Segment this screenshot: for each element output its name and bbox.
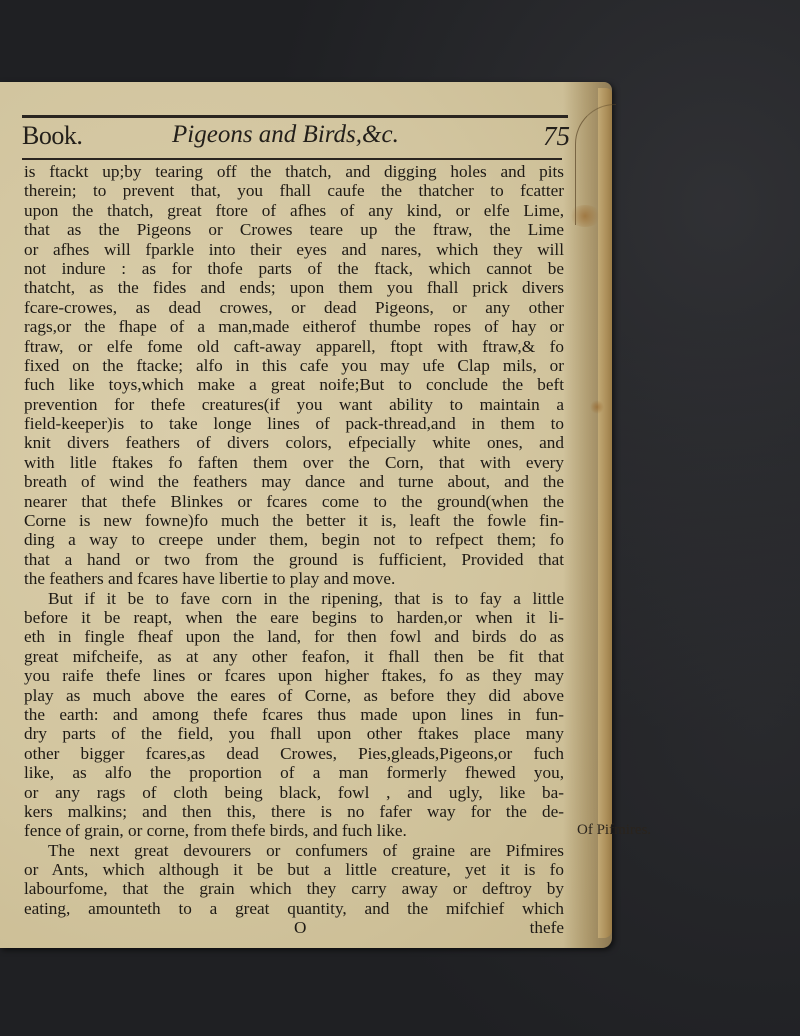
text-line: nearer that thefe Blinkes or fcares come to the ground(when the bbox=[24, 491, 564, 511]
text-line: labourfome, that the grain which they carry away or deftroy by bbox=[24, 879, 564, 899]
text-line: the feathers and fcares have libertie to play and move. bbox=[24, 569, 396, 589]
text-line: other bigger fcares,as dead Crowes, Pies,gleads,Pigeons,or fuch bbox=[24, 743, 564, 763]
text-line: thatcht, as the fides and ends; upon them you fhall prick divers bbox=[24, 278, 564, 298]
foxing-stain bbox=[568, 205, 602, 227]
signature-mark: O bbox=[294, 918, 307, 938]
text-line: or afhes will fparkle into their eyes and nares, which they will bbox=[24, 239, 564, 259]
text-line: eating, amounteth to a great quantity, and the mifchief which bbox=[24, 898, 564, 918]
text-line: kers malkins; and then this, there is no fafer way for the de- bbox=[24, 801, 564, 821]
text-line: before it be reapt, when the eare begins to harden,or when it li- bbox=[24, 607, 564, 627]
text-line: or any rags of cloth being black, fowl , and ugly, like ba- bbox=[24, 782, 564, 802]
paragraph-start-line: But if it be to fave corn in the ripening, that is to fay a little bbox=[48, 588, 564, 608]
running-head-book: Book. bbox=[22, 121, 83, 150]
foxing-stain bbox=[590, 400, 604, 414]
text-line: fuch like toys,which make a great noife;But to conclude the beft bbox=[24, 375, 564, 395]
text-line: like, as alfo the proportion of a man formerly fhewed you, bbox=[24, 763, 564, 783]
text-line: that as the Pigeons or Crowes teare up the ftraw, the Lime bbox=[24, 220, 564, 240]
text-line: knit divers feathers of divers colors, efpecially white ones, and bbox=[24, 433, 564, 453]
signature-row bbox=[24, 918, 564, 937]
text-line: upon the thatch, great ftore of afhes of any kind, or elfe Lime, bbox=[24, 200, 564, 220]
text-line: eth in fingle fheaf upon the land, for then fowl and birds do as bbox=[24, 627, 564, 647]
text-line: that a hand or two from the ground is fufficient, Provided that bbox=[24, 549, 564, 569]
text-line: not indure : as for thofe parts of the ftack, which cannot be bbox=[24, 258, 564, 278]
paragraph-start-line: The next great devourers or confumers of graine are Pifmires bbox=[48, 840, 564, 860]
text-line: breath of wind the feathers may dance and turne about, and the bbox=[24, 472, 564, 492]
book-page bbox=[0, 82, 652, 948]
running-head-title: Pigeons and Birds,&c. bbox=[172, 121, 399, 148]
text-line: rags,or the fhape of a man,made eitherof thumbe ropes of hay or bbox=[24, 317, 564, 337]
header-rule-top bbox=[22, 115, 568, 118]
text-line: prevention for thefe creatures(if you want ability to maintain a bbox=[24, 394, 564, 414]
marginal-note: Of Pifmires. bbox=[577, 822, 652, 838]
header-rule-bottom bbox=[22, 158, 562, 160]
text-line: therein; to prevent that, you fhall caufe the thatcher to fcatter bbox=[24, 181, 564, 201]
text-line: great mifcheife, as at any other feafon, it fhall then be fit that bbox=[24, 646, 564, 666]
text-line: the earth: and among thefe fcares thus made upon lines in fun- bbox=[24, 704, 564, 724]
text-line: ding a way to creepe under them, begin not to refpect them; fo bbox=[24, 530, 564, 550]
text-line: Corne is new fowne)fo much the better it is, leaft the fowle fin- bbox=[24, 511, 564, 531]
running-head bbox=[22, 119, 570, 155]
text-line: you raife thefe lines or fcares upon higher ftakes, fo as they may bbox=[24, 666, 564, 686]
catchword: thefe bbox=[529, 918, 564, 938]
text-line: dry parts of the field, you fhall upon other ftakes place many bbox=[24, 724, 564, 744]
text-line: ftraw, or elfe fome old caft-away apparell, ftopt with ftraw,& fo bbox=[24, 336, 564, 356]
body-text bbox=[24, 162, 564, 938]
text-line: with litle ftakes fo faften them over the Corn, that with every bbox=[24, 452, 564, 472]
text-line: play as much above the eares of Corne, as before they did above bbox=[24, 685, 564, 705]
text-line: or Ants, which although it be but a little creature, yet it is fo bbox=[24, 860, 564, 880]
text-line: fixed on the ftacke; alfo in this cafe you may ufe Clap mils, or bbox=[24, 355, 564, 375]
text-line: fence of grain, or corne, from thefe birds, and fuch like. bbox=[24, 821, 407, 841]
page-number: 75 bbox=[543, 121, 570, 151]
text-line: fcare-crowes, as dead crowes, or dead Pigeons, or any other bbox=[24, 297, 564, 317]
text-line: field-keeper)is to take longe lines of pack-thread,and in them to bbox=[24, 414, 564, 434]
text-line: is ftackt up;by tearing off the thatch, and digging holes and pits bbox=[24, 162, 564, 181]
